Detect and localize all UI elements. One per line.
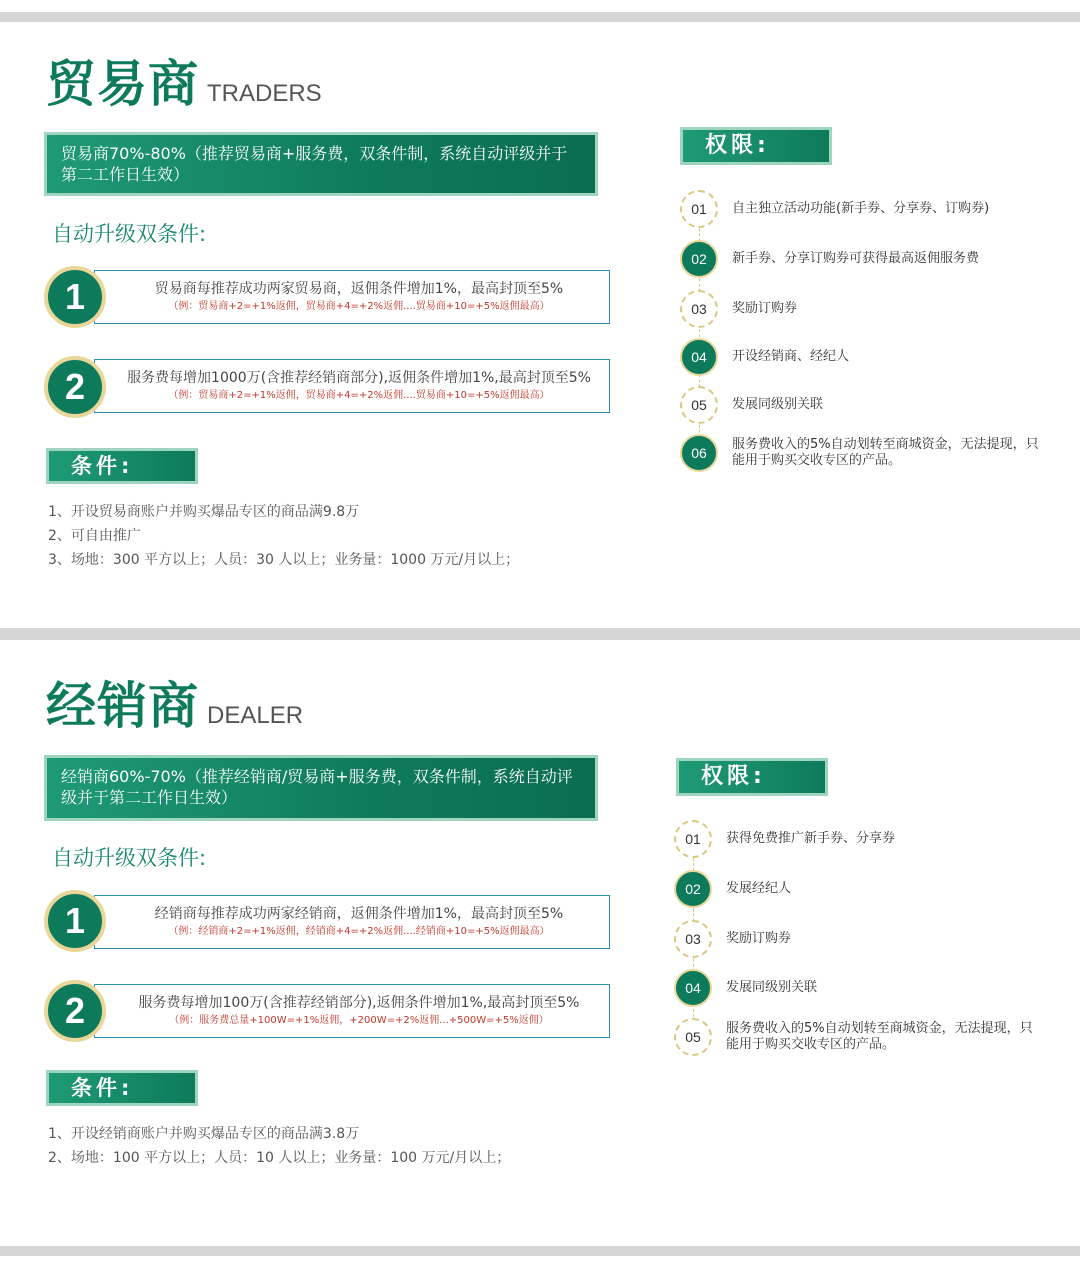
upgrade-number-badge: 1 — [44, 266, 106, 328]
dealer-conditions-label: 条件: — [46, 1070, 198, 1106]
permission-item — [680, 290, 797, 328]
bottom-divider — [0, 1246, 1080, 1256]
upgrade-example-text: （例：服务费总量+100W=+1%返佣，+200W=+2%返佣...+500W=+5%返佣） — [169, 1015, 549, 1026]
permission-text: 发展同级别关联 — [726, 980, 818, 995]
permission-item — [674, 1018, 1044, 1056]
permission-item — [680, 240, 979, 278]
upgrade-number-badge: 2 — [44, 356, 106, 418]
traders-section — [0, 22, 1080, 628]
upgrade-main-text: 经销商每推荐成功两家经销商，返佣条件增加1%，最高封顶至5% — [154, 906, 564, 922]
traders-permissions-label: 权限: — [680, 127, 832, 165]
permission-text: 新手券、分享订购券可获得最高返佣服务费 — [732, 251, 980, 266]
permission-item — [674, 969, 817, 1007]
permission-number: 03 — [680, 290, 718, 328]
dealer-section — [0, 640, 1080, 1246]
permission-number: 04 — [674, 969, 712, 1007]
dealer-upgrade-box-2 — [94, 984, 610, 1038]
permission-item — [674, 820, 895, 858]
permission-text: 奖励订购券 — [726, 931, 792, 946]
permission-item — [680, 386, 823, 424]
dealer-upgrade-box-1 — [94, 895, 610, 949]
permission-text: 自主独立活动功能(新手券、分享券、订购券) — [732, 201, 990, 216]
traders-title — [46, 54, 322, 114]
dealer-banner: 经销商60%-70%（推荐经销商/贸易商+服务费，双条件制，系统自动评级并于第二工作日生效） — [44, 755, 598, 821]
permission-number: 05 — [674, 1018, 712, 1056]
permission-text: 发展同级别关联 — [732, 397, 824, 412]
upgrade-main-text: 服务费每增加1000万(含推荐经销商部分),返佣条件增加1%,最高封顶至5% — [127, 370, 591, 386]
traders-title-zh: 贸易商 — [46, 55, 199, 113]
permission-text: 获得免费推广新手券、分享券 — [726, 831, 896, 846]
top-divider — [0, 12, 1080, 22]
condition-item: 2、场地：100 平方以上；人员：10 人以上；业务量：100 万元/月以上； — [48, 1150, 511, 1166]
permission-number: 01 — [680, 190, 718, 228]
permission-number: 04 — [680, 338, 718, 376]
permission-number: 02 — [674, 870, 712, 908]
traders-title-en: TRADERS — [207, 80, 322, 107]
upgrade-number-badge: 1 — [44, 890, 106, 952]
dealer-upgrade-heading: 自动升级双条件: — [52, 846, 207, 870]
section-divider — [0, 628, 1080, 640]
dealer-title-zh: 经销商 — [46, 677, 199, 735]
traders-upgrade-box-1 — [94, 270, 610, 324]
condition-item: 3、场地：300 平方以上；人员：30 人以上；业务量：1000 万元/月以上； — [48, 552, 520, 568]
traders-conditions-list — [48, 500, 519, 572]
condition-item: 2、可自由推广 — [48, 528, 141, 544]
traders-conditions-label: 条件: — [46, 448, 198, 484]
permission-number: 03 — [674, 920, 712, 958]
traders-upgrade-heading: 自动升级双条件: — [52, 222, 207, 246]
upgrade-example-text: （例：经销商+2=+1%返佣，经销商+4=+2%返佣....经销商+10=+5%返佣最高） — [168, 926, 550, 937]
permission-item — [680, 338, 849, 376]
dealer-title — [46, 676, 303, 736]
upgrade-example-text: （例：贸易商+2=+1%返佣，贸易商+4=+2%返佣....贸易商+10=+5%返佣最高） — [168, 390, 550, 401]
dealer-conditions-list — [48, 1122, 510, 1170]
permission-number: 01 — [674, 820, 712, 858]
upgrade-main-text: 服务费每增加100万(含推荐经销部分),返佣条件增加1%,最高封顶至5% — [138, 995, 580, 1011]
upgrade-example-text: （例：贸易商+2=+1%返佣，贸易商+4=+2%返佣....贸易商+10=+5%返佣最高） — [168, 301, 550, 312]
permission-text: 发展经纪人 — [726, 881, 792, 896]
condition-item: 1、开设贸易商账户并购买爆品专区的商品满9.8万 — [48, 504, 360, 520]
permission-number: 05 — [680, 386, 718, 424]
permission-item — [674, 870, 791, 908]
permission-text: 服务费收入的5%自动划转至商城资金，无法提现，只能用于购买交收专区的产品。 — [732, 437, 1039, 468]
upgrade-main-text: 贸易商每推荐成功两家贸易商，返佣条件增加1%，最高封顶至5% — [154, 281, 564, 297]
traders-upgrade-box-2 — [94, 359, 610, 413]
dealer-permissions-label: 权限: — [676, 758, 828, 796]
traders-banner: 贸易商70%-80%（推荐贸易商+服务费，双条件制，系统自动评级并于第二工作日生效） — [44, 132, 598, 196]
permission-number: 06 — [680, 434, 718, 472]
dealer-title-en: DEALER — [207, 702, 304, 729]
permission-text: 奖励订购券 — [732, 301, 798, 316]
permission-item — [680, 190, 989, 228]
permission-number: 02 — [680, 240, 718, 278]
permission-text: 开设经销商、经纪人 — [732, 349, 850, 364]
permission-item — [674, 920, 791, 958]
permission-item — [680, 434, 1050, 472]
upgrade-number-badge: 2 — [44, 980, 106, 1042]
condition-item: 1、开设经销商账户并购买爆品专区的商品满3.8万 — [48, 1126, 360, 1142]
permission-text: 服务费收入的5%自动划转至商城资金，无法提现，只能用于购买交收专区的产品。 — [726, 1021, 1033, 1052]
